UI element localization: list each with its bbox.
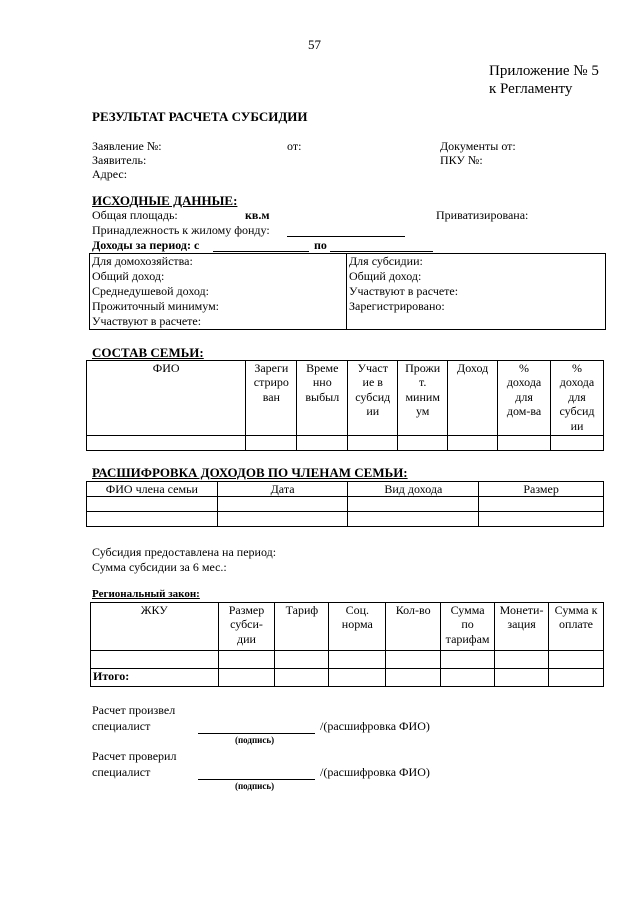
documents-from-label: Документы от: <box>440 139 516 153</box>
family-table <box>86 360 604 451</box>
appendix-line1: Приложение № 5 <box>489 63 599 79</box>
household-label: Для домохозяйства: <box>92 254 193 268</box>
family-col-income: Доход <box>448 361 498 436</box>
checked-by-signature-caption: (подпись) <box>235 781 275 791</box>
address-label: Адрес: <box>92 167 128 181</box>
page-number: 57 <box>308 37 321 52</box>
family-col-temp-left: Време нно выбыл <box>297 361 348 436</box>
regional-col-tariff: Тариф <box>275 603 329 651</box>
household-box <box>89 253 606 330</box>
subsidy-period-label: Субсидия предоставлена на период: <box>92 545 277 559</box>
checked-by-signature-line <box>198 779 315 780</box>
calc-by-label-2: специалист <box>92 719 151 733</box>
household-right-column <box>347 254 458 314</box>
income-col-date: Дата <box>217 482 348 497</box>
subsidy-registered-label: Зарегистрировано: <box>349 299 445 313</box>
household-left-column <box>90 254 347 329</box>
from-label: от: <box>287 139 302 153</box>
family-col-pct-household: % дохода для дом-ва <box>498 361 551 436</box>
regional-total-label: Итого: <box>91 669 219 687</box>
family-col-pct-subsidy: % дохода для субсид ии <box>551 361 604 436</box>
subsidy-label: Для субсидии: <box>349 254 423 268</box>
income-period-to-label: по <box>314 238 327 252</box>
income-breakdown-header-row <box>87 482 604 497</box>
regional-table <box>90 602 604 687</box>
initial-data-heading: ИСХОДНЫЕ ДАННЫЕ: <box>92 193 238 208</box>
total-area-label: Общая площадь: <box>92 208 178 222</box>
regional-col-to-pay: Сумма к оплате <box>549 603 604 651</box>
income-empty-row <box>87 497 604 512</box>
family-col-registered: Зареги стриро ван <box>246 361 297 436</box>
subsidy-total-income-label: Общий доход: <box>349 269 422 283</box>
household-avg-income-label: Среднедушевой доход: <box>92 284 209 298</box>
calc-by-label-1: Расчет произвел <box>92 703 176 717</box>
family-col-subsidy-participation: Участ ие в субсид ии <box>348 361 398 436</box>
income-col-member-fio: ФИО члена семьи <box>87 482 218 497</box>
checked-by-label-2: специалист <box>92 765 151 779</box>
income-breakdown-table <box>86 481 604 527</box>
housing-fund-label: Принадлежность к жилому фонду: <box>92 223 270 237</box>
regional-total-row <box>91 669 604 687</box>
income-breakdown-heading: РАСШИФРОВКА ДОХОДОВ ПО ЧЛЕНАМ СЕМЬИ: <box>92 465 408 480</box>
regional-col-zhku: ЖКУ <box>91 603 219 651</box>
document-title: РЕЗУЛЬТАТ РАСЧЕТА СУБСИДИИ <box>92 109 308 124</box>
household-subsistence-label: Прожиточный минимум: <box>92 299 220 313</box>
income-empty-row <box>87 512 604 527</box>
calc-by-fio-decode: /(расшифровка ФИО) <box>320 719 430 733</box>
income-period-to-line <box>330 251 433 252</box>
family-col-subsistence: Прожи т. миним ум <box>398 361 448 436</box>
regional-col-subsidy-size: Размер субси- дии <box>218 603 275 651</box>
household-total-income-label: Общий доход: <box>92 269 165 283</box>
applicant-label: Заявитель: <box>92 153 147 167</box>
checked-by-label-1: Расчет проверил <box>92 749 177 763</box>
checked-by-fio-decode: /(расшифровка ФИО) <box>320 765 430 779</box>
regional-col-quantity: Кол-во <box>386 603 441 651</box>
area-unit: кв.м <box>245 208 270 222</box>
regional-law-heading: Региональный закон: <box>92 588 200 600</box>
regional-header-row <box>91 603 604 651</box>
income-period-label: Доходы за период: с <box>92 238 200 252</box>
subsidy-sum-label: Сумма субсидии за 6 мес.: <box>92 560 227 574</box>
family-col-fio: ФИО <box>87 361 246 436</box>
calc-by-signature-caption: (подпись) <box>235 735 275 745</box>
housing-fund-line <box>287 236 405 237</box>
pku-no-label: ПКУ №: <box>440 153 483 167</box>
regional-col-tariff-sum: Сумма по тарифам <box>441 603 495 651</box>
calc-by-signature-line <box>198 733 315 734</box>
appendix-line2: к Регламенту <box>489 81 573 97</box>
regional-empty-row <box>91 651 604 669</box>
subsidy-participants-label: Участвуют в расчете: <box>349 284 459 298</box>
income-col-amount: Размер <box>479 482 604 497</box>
privatized-label: Приватизирована: <box>436 208 529 222</box>
family-empty-row <box>87 436 604 451</box>
regional-col-social-norm: Соц. норма <box>329 603 386 651</box>
income-col-type: Вид дохода <box>348 482 479 497</box>
income-period-from-line <box>213 251 309 252</box>
application-no-label: Заявление №: <box>92 139 162 153</box>
regional-col-monetization: Монети- зация <box>495 603 549 651</box>
family-header-row <box>87 361 604 436</box>
household-participants-label: Участвуют в расчете: <box>92 314 202 328</box>
family-heading: СОСТАВ СЕМЬИ: <box>92 345 204 360</box>
